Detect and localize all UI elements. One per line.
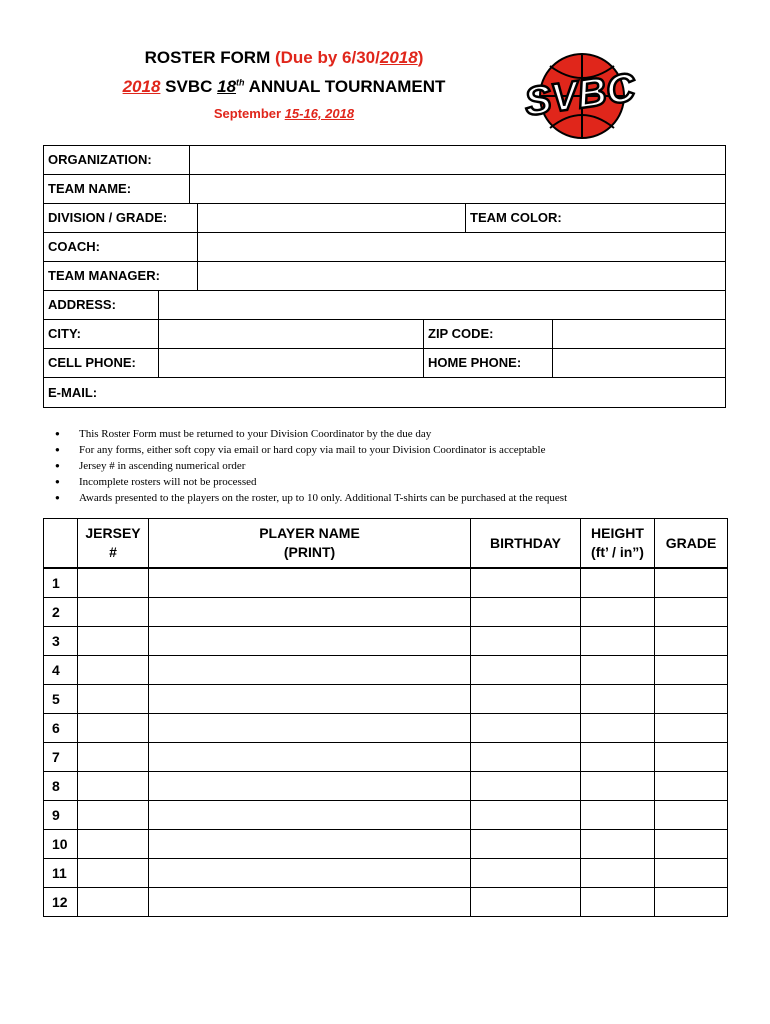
divider [197, 203, 198, 232]
table-row [44, 830, 728, 859]
jersey-cell[interactable] [78, 685, 149, 714]
tournament-date-days: 15-16, 2018 [284, 106, 355, 121]
row-number: 2 [44, 598, 78, 627]
coach-label: COACH: [48, 239, 100, 254]
table-row [44, 656, 728, 685]
instructions-list [55, 426, 567, 506]
jersey-cell[interactable] [78, 888, 149, 917]
birthday-cell[interactable] [471, 801, 581, 830]
email-label: E-MAIL: [48, 385, 98, 400]
row-number: 7 [44, 743, 78, 772]
organization-label: ORGANIZATION: [48, 152, 152, 167]
table-row [44, 714, 728, 743]
birthday-header: BIRTHDAY [471, 519, 581, 569]
grade-header: GRADE [655, 519, 728, 569]
height-cell[interactable] [581, 772, 655, 801]
tournament-title [0, 77, 568, 97]
logo-text: SVBC [521, 65, 638, 125]
divider [189, 146, 190, 203]
player-name-cell[interactable] [149, 656, 471, 685]
team-info-form [43, 145, 726, 408]
birthday-cell[interactable] [471, 685, 581, 714]
row-number: 10 [44, 830, 78, 859]
player-name-cell[interactable] [149, 801, 471, 830]
tournament-year: 2018 [122, 77, 161, 96]
jersey-cell[interactable] [78, 801, 149, 830]
table-row [44, 598, 728, 627]
player-name-cell[interactable] [149, 714, 471, 743]
grade-cell[interactable] [655, 859, 728, 888]
instruction-item: ● Awards presented to the players on the roster, up to 10 only. Additional T-shirts can be purchased at the request [55, 490, 567, 506]
divider [158, 290, 159, 377]
birthday-cell[interactable] [471, 888, 581, 917]
grade-cell[interactable] [655, 888, 728, 917]
grade-cell[interactable] [655, 714, 728, 743]
birthday-cell[interactable] [471, 627, 581, 656]
player-header-line2: (PRINT) [283, 544, 336, 560]
roster-table [43, 518, 728, 917]
player-header-line1: PLAYER NAME [259, 525, 360, 541]
player-name-header [149, 519, 471, 569]
grade-cell[interactable] [655, 685, 728, 714]
row-number: 3 [44, 627, 78, 656]
height-header-line2: (ft’ / in”) [591, 544, 644, 560]
instruction-item: ● Incomplete rosters will not be processed [55, 474, 567, 490]
divider [44, 203, 725, 204]
table-row [44, 801, 728, 830]
team-name-label: TEAM NAME: [48, 181, 132, 196]
divider [44, 232, 725, 233]
divider [197, 232, 198, 290]
instruction-item: ● Jersey # in ascending numerical order [55, 458, 567, 474]
jersey-header [78, 519, 149, 569]
jersey-cell[interactable] [78, 627, 149, 656]
city-label: CITY: [48, 326, 81, 341]
divider [44, 261, 725, 262]
height-cell[interactable] [581, 714, 655, 743]
jersey-header-line2: # [109, 544, 117, 560]
birthday-cell[interactable] [471, 568, 581, 598]
divider [465, 203, 466, 232]
jersey-cell[interactable] [78, 598, 149, 627]
jersey-cell[interactable] [78, 772, 149, 801]
table-row [44, 859, 728, 888]
birthday-cell[interactable] [471, 714, 581, 743]
grade-cell[interactable] [655, 598, 728, 627]
player-name-cell[interactable] [149, 598, 471, 627]
instruction-item: ● This Roster Form must be returned to your Division Coordinator by the due day [55, 426, 567, 442]
instruction-item: ● For any forms, either soft copy via email or hard copy via mail to your Division Coordinator is acceptable [55, 442, 567, 458]
row-number: 5 [44, 685, 78, 714]
row-number: 6 [44, 714, 78, 743]
grade-cell[interactable] [655, 801, 728, 830]
height-cell[interactable] [581, 627, 655, 656]
team-color-label: TEAM COLOR: [470, 210, 562, 225]
roster-header-row [44, 519, 728, 569]
row-number: 4 [44, 656, 78, 685]
birthday-cell[interactable] [471, 859, 581, 888]
row-number-header [44, 519, 78, 569]
divider [44, 319, 725, 320]
divider [552, 319, 553, 377]
row-number: 1 [44, 568, 78, 598]
tournament-ordinal: 18 [217, 77, 237, 96]
tournament-date [0, 106, 568, 121]
tournament-date-month: September [213, 106, 285, 121]
jersey-cell[interactable] [78, 714, 149, 743]
birthday-cell[interactable] [471, 772, 581, 801]
row-number: 12 [44, 888, 78, 917]
division-grade-label: DIVISION / GRADE: [48, 210, 168, 225]
table-row [44, 568, 728, 598]
grade-cell[interactable] [655, 656, 728, 685]
home-phone-label: HOME PHONE: [428, 355, 522, 370]
player-name-cell[interactable] [149, 830, 471, 859]
tournament-event: ANNUAL TOURNAMENT [244, 77, 446, 96]
jersey-cell[interactable] [78, 743, 149, 772]
row-number: 11 [44, 859, 78, 888]
jersey-cell[interactable] [78, 656, 149, 685]
tournament-org: SVBC [160, 77, 218, 96]
svbc-logo [510, 50, 650, 142]
divider [423, 319, 424, 377]
divider [44, 174, 725, 175]
row-number: 9 [44, 801, 78, 830]
table-row [44, 685, 728, 714]
divider [44, 377, 725, 378]
grade-cell[interactable] [655, 743, 728, 772]
height-cell[interactable] [581, 685, 655, 714]
player-name-cell[interactable] [149, 568, 471, 598]
table-row [44, 888, 728, 917]
birthday-cell[interactable] [471, 830, 581, 859]
jersey-header-line1: JERSEY [85, 525, 141, 541]
height-header [581, 519, 655, 569]
grade-cell[interactable] [655, 627, 728, 656]
zip-code-label: ZIP CODE: [428, 326, 494, 341]
player-name-cell[interactable] [149, 888, 471, 917]
player-name-cell[interactable] [149, 743, 471, 772]
divider [44, 348, 725, 349]
row-number: 8 [44, 772, 78, 801]
table-row [44, 627, 728, 656]
player-name-cell[interactable] [149, 685, 471, 714]
height-cell[interactable] [581, 568, 655, 598]
height-cell[interactable] [581, 801, 655, 830]
table-row [44, 772, 728, 801]
grade-cell[interactable] [655, 830, 728, 859]
birthday-cell[interactable] [471, 743, 581, 772]
height-cell[interactable] [581, 598, 655, 627]
divider [44, 290, 725, 291]
cell-phone-label: CELL PHONE: [48, 355, 136, 370]
grade-cell[interactable] [655, 568, 728, 598]
height-cell[interactable] [581, 656, 655, 685]
player-name-cell[interactable] [149, 859, 471, 888]
player-name-cell[interactable] [149, 627, 471, 656]
jersey-cell[interactable] [78, 859, 149, 888]
jersey-cell[interactable] [78, 568, 149, 598]
tournament-ordinal-suffix: th [236, 77, 245, 88]
address-label: ADDRESS: [48, 297, 116, 312]
table-row [44, 743, 728, 772]
jersey-cell[interactable] [78, 830, 149, 859]
height-cell[interactable] [581, 888, 655, 917]
form-title-text: ROSTER FORM [144, 48, 275, 67]
height-cell[interactable] [581, 743, 655, 772]
birthday-cell[interactable] [471, 598, 581, 627]
due-date-close: ) [417, 48, 424, 67]
form-title [0, 48, 568, 68]
height-header-line1: HEIGHT [591, 525, 644, 541]
team-manager-label: TEAM MANAGER: [48, 268, 160, 283]
due-date-year: 2018 [379, 48, 418, 67]
due-date-open: (Due by 6/30/ [274, 48, 380, 67]
height-cell[interactable] [581, 830, 655, 859]
grade-cell[interactable] [655, 772, 728, 801]
birthday-cell[interactable] [471, 656, 581, 685]
player-name-cell[interactable] [149, 772, 471, 801]
height-cell[interactable] [581, 859, 655, 888]
